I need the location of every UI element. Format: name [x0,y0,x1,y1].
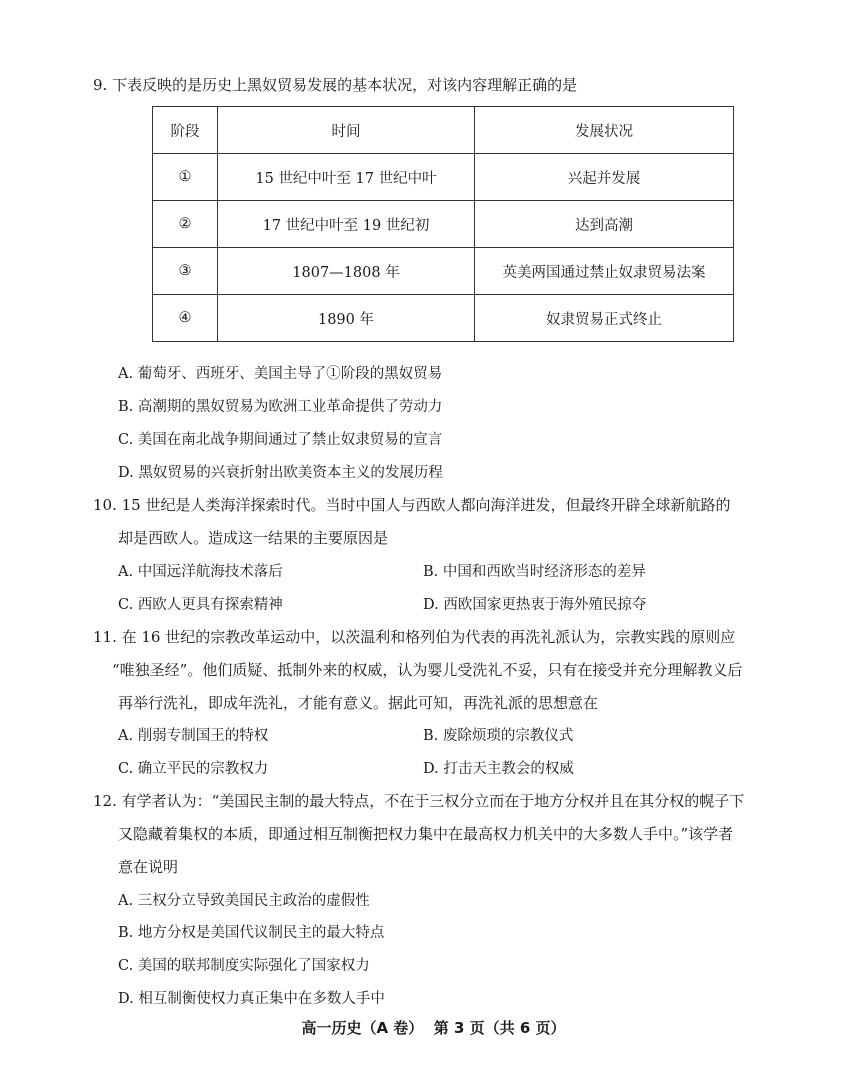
cell-time: 15 世纪中叶至 17 世纪中叶 [218,154,475,201]
q9-option-c: C. 美国在南北战争期间通过了禁止奴隶贸易的宣言 [118,432,443,448]
q10-option-a: A. 中国远洋航海技术落后 [118,564,283,580]
q12-option-c: C. 美国的联邦制度实际强化了国家权力 [118,958,370,974]
q12-option-d: D. 相互制衡使权力真正集中在多数人手中 [118,991,385,1007]
q10-option-b: B. 中国和西欧当时经济形态的差异 [423,564,646,580]
table-row [153,248,734,295]
q11-stem-line-3: 再举行洗礼，即成年洗礼，才能有意义。据此可知，再洗礼派的思想意在 [118,694,599,712]
q12-option-a: A. 三权分立导致美国民主政治的虚假性 [118,893,370,909]
cell-status: 奴隶贸易正式终止 [475,295,734,342]
q10-stem-line-1: 10. 15 世纪是人类海洋探索时代。当时中国人与西欧人都向海洋进发，但最终开辟全球新航路的 [93,496,731,514]
q10-stem-line-2: 却是西欧人。造成这一结果的主要原因是 [118,529,389,547]
slave-trade-table [152,106,734,342]
cell-status: 达到高潮 [475,201,734,248]
cell-stage: ③ [153,248,218,295]
cell-time: 1807—1808 年 [218,248,475,295]
cell-status: 英美两国通过禁止奴隶贸易法案 [475,248,734,295]
q9-option-a: A. 葡萄牙、西班牙、美国主导了①阶段的黑奴贸易 [118,366,443,382]
q12-stem-line-3: 意在说明 [118,858,179,876]
table-row [153,201,734,248]
q9-stem: 9. 下表反映的是历史上黑奴贸易发展的基本状况，对该内容理解正确的是 [93,76,578,94]
q11-stem-line-2: “唯独圣经”。他们质疑、抵制外来的权威，认为婴儿受洗礼不妥，只有在接受并充分理解教义后 [112,661,743,679]
q10-option-d: D. 西欧国家更热衷于海外殖民掠夺 [423,597,647,613]
q12-stem-line-1: 12. 有学者认为：“美国民主制的最大特点，不在于三权分立而在于地方分权并且在其分权的幌子下 [93,792,745,810]
q9-option-b: B. 高潮期的黑奴贸易为欧洲工业革命提供了劳动力 [118,399,443,415]
q12-stem-line-2: 又隐藏着集权的本质，即通过相互制衡把权力集中在最高权力机关中的大多数人手中。”该学者 [118,825,734,843]
table-row [153,154,734,201]
cell-status: 兴起并发展 [475,154,734,201]
table-header-row [153,107,734,154]
header-time: 时间 [218,107,475,154]
header-status: 发展状况 [475,107,734,154]
cell-time: 1890 年 [218,295,475,342]
q9-option-d: D. 黑奴贸易的兴衰折射出欧美资本主义的发展历程 [118,465,443,481]
q11-option-c: C. 确立平民的宗教权力 [118,761,269,777]
q11-option-b: B. 废除烦琐的宗教仪式 [423,728,574,744]
q11-option-a: A. 削弱专制国王的特权 [118,728,269,744]
cell-stage: ④ [153,295,218,342]
cell-time: 17 世纪中叶至 19 世纪初 [218,201,475,248]
q12-option-b: B. 地方分权是美国代议制民主的最大特点 [118,925,385,941]
cell-stage: ① [153,154,218,201]
page-footer: 高一历史（A 卷） 第 3 页（共 6 页） [301,1019,566,1037]
cell-stage: ② [153,201,218,248]
q10-option-c: C. 西欧人更具有探索精神 [118,597,283,613]
q11-stem-line-1: 11. 在 16 世纪的宗教改革运动中，以茨温利和格列伯为代表的再洗礼派认为，宗教实践的原则应 [93,628,736,646]
q11-option-d: D. 打击天主教会的权威 [423,761,574,777]
table-row [153,295,734,342]
header-stage: 阶段 [153,107,218,154]
